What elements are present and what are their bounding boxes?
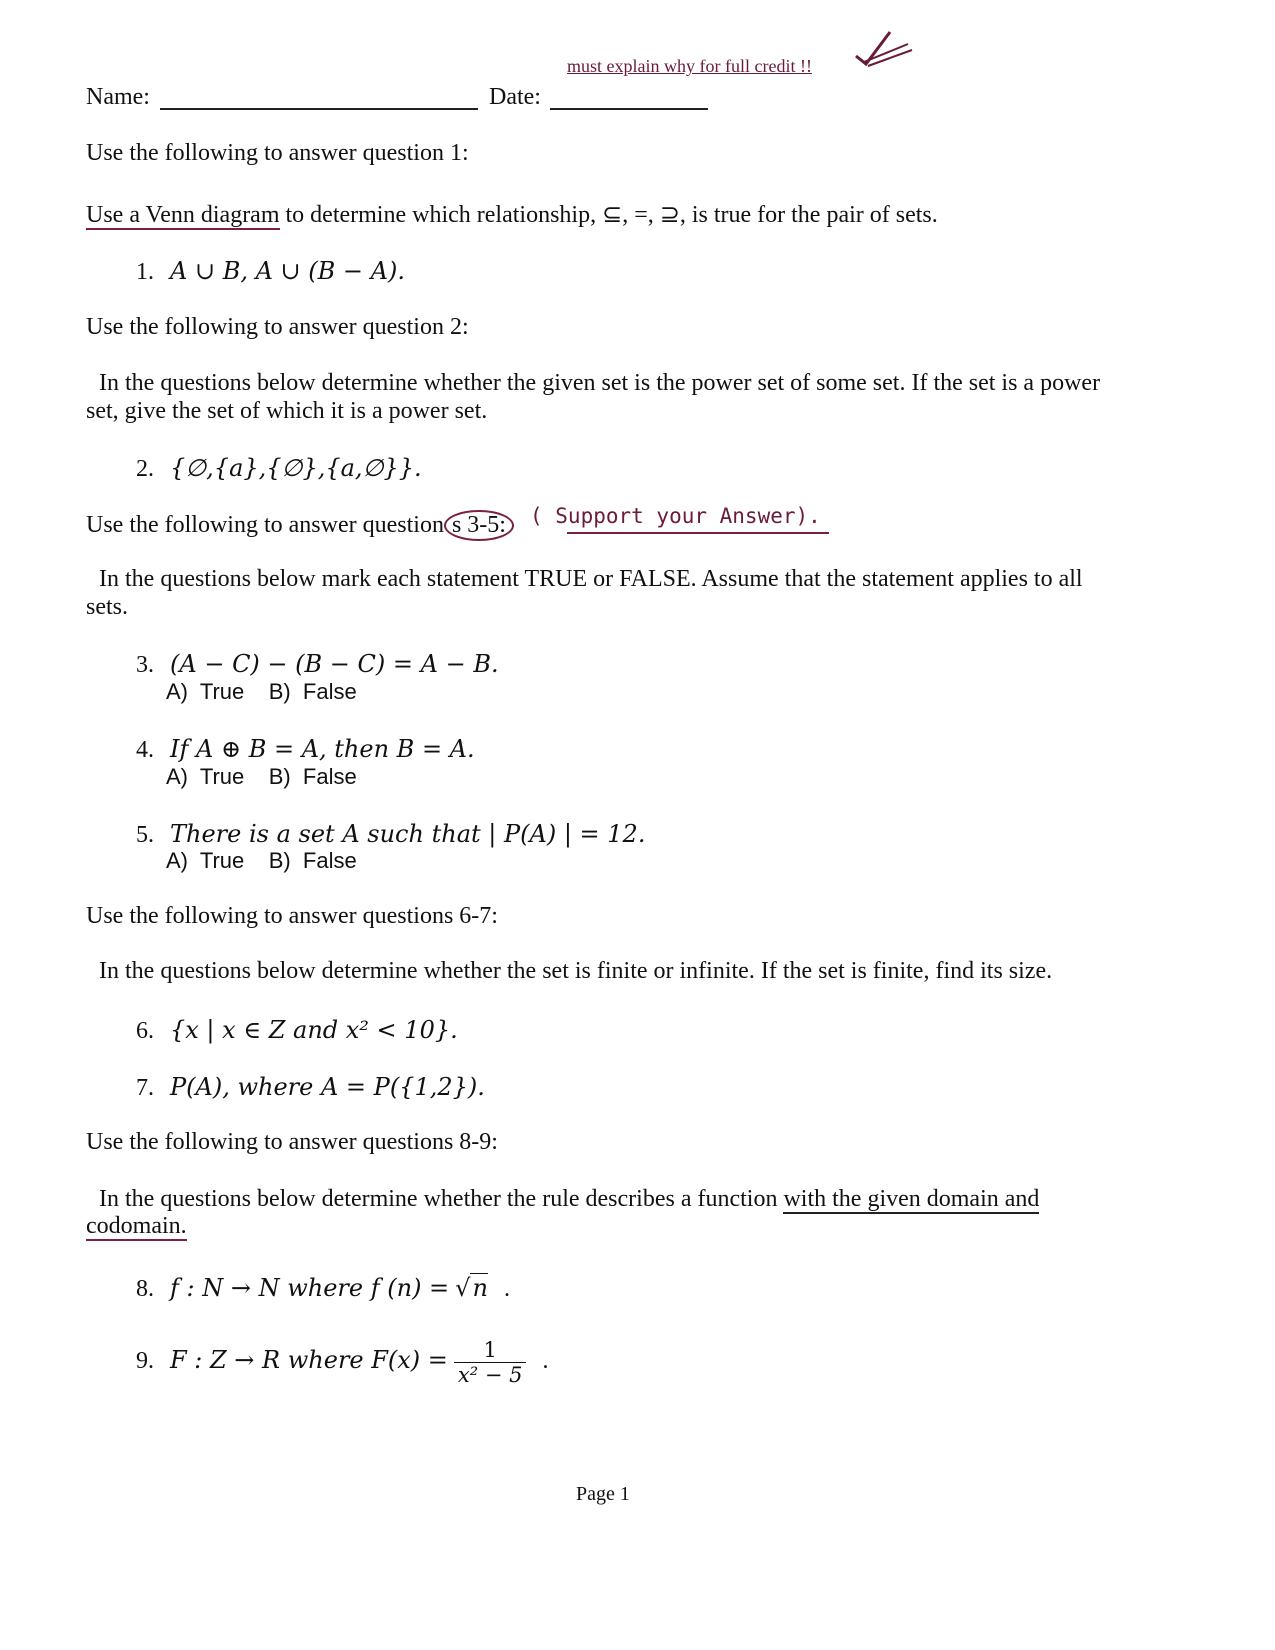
- q3-5-instruction-line1: In the questions below mark each statement TRUE or FALSE. Assume that the statement applies to all: [99, 566, 1083, 592]
- q3-5-intro-text: Use the following to answer question: [86, 512, 444, 538]
- q1-instruction-rest: to determine which relationship, ⊆, =, ⊇, is true for the pair of sets.: [279, 202, 938, 228]
- q4-item: [136, 735, 475, 764]
- name-label: Name:: [86, 84, 150, 110]
- q6-7-intro: Use the following to answer questions 6-7:: [86, 903, 498, 929]
- name-field[interactable]: [160, 108, 478, 110]
- q5-number: 5.: [136, 822, 154, 848]
- date-label: Date:: [489, 84, 541, 110]
- q8-9-instruction-pre: In the questions below determine whether the rule describes a function: [99, 1186, 784, 1212]
- q8-9-intro: Use the following to answer questions 8-9:: [86, 1129, 498, 1155]
- q7-item: [136, 1073, 485, 1102]
- q3-item: [136, 650, 499, 679]
- q4-statement: If A ⊕ B = A, then B = A.: [170, 735, 475, 763]
- q2-intro: Use the following to answer question 2:: [86, 314, 469, 340]
- q6-7-instruction: In the questions below determine whether the set is finite or infinite. If the set is finite, find its size.: [99, 958, 1053, 984]
- page-number: Page 1: [576, 1483, 630, 1505]
- q9-denominator: x² − 5: [457, 1363, 523, 1387]
- q8-number: 8.: [136, 1276, 154, 1302]
- q8-9-instruction-line1: [99, 1186, 1039, 1213]
- circled-range: s 3-5:: [444, 510, 514, 541]
- q6-number: 6.: [136, 1018, 154, 1044]
- q6-item: [136, 1016, 458, 1045]
- handwritten-note: ( Support your Answer).: [530, 504, 821, 528]
- q3-5-intro: [86, 510, 514, 541]
- q3-statement: (A − C) − (B − C) = A − B.: [170, 650, 499, 678]
- q1-instruction: [86, 200, 938, 229]
- teacher-note: must explain why for full credit !!: [567, 56, 812, 76]
- q3-5-instruction-line2: sets.: [86, 594, 128, 620]
- check-mark-icon: [850, 26, 920, 70]
- q3-choices[interactable]: A) True B) False: [166, 679, 357, 704]
- q5-choices[interactable]: A) True B) False: [166, 848, 357, 873]
- q3-number: 3.: [136, 652, 154, 678]
- q2-instruction-line1: In the questions below determine whether the given set is the power set of some set. If the set is a power: [99, 370, 1101, 396]
- domain-phrase: with the given domain and: [783, 1186, 1040, 1212]
- q4-choices[interactable]: A) True B) False: [166, 764, 357, 789]
- q5-statement: There is a set A such that | P(A) | = 12.: [170, 820, 646, 848]
- q1-expression: A ∪ B, A ∪ (B − A).: [170, 257, 405, 285]
- q4-number: 4.: [136, 737, 154, 763]
- q5-item: [136, 820, 645, 849]
- codomain-word: codomain.: [86, 1213, 187, 1239]
- q9-item: [136, 1338, 548, 1387]
- q7-number: 7.: [136, 1075, 154, 1101]
- q2-instruction-line2: set, give the set of which it is a power set.: [86, 398, 488, 424]
- q1-intro: Use the following to answer question 1:: [86, 140, 469, 166]
- q8-period: .: [503, 1276, 510, 1302]
- q6-statement: {x | x ∈ Z and x² < 10}.: [170, 1016, 458, 1044]
- q8-9-instruction-line2: [86, 1213, 187, 1240]
- q1-number: 1.: [136, 259, 154, 285]
- q2-item: [136, 454, 422, 483]
- q9-period: .: [542, 1348, 549, 1375]
- venn-diagram-phrase: Use a Venn diagram: [86, 202, 280, 228]
- q2-expression: {∅,{a},{∅},{a,∅}}.: [170, 454, 422, 482]
- q8-item: [136, 1274, 510, 1303]
- date-field[interactable]: [550, 108, 708, 110]
- q9-fraction: [454, 1338, 527, 1387]
- q9-numerator: 1: [454, 1338, 527, 1363]
- q1-item: [136, 257, 405, 286]
- handwritten-underline: [567, 532, 829, 534]
- q8-statement: f : N → N where f (n) =: [170, 1274, 450, 1302]
- q8-radicand: n: [472, 1274, 488, 1302]
- q2-number: 2.: [136, 456, 154, 482]
- q8-radical: √n: [455, 1274, 488, 1302]
- q7-statement: P(A), where A = P({1,2}).: [170, 1073, 485, 1101]
- q9-statement: F : Z → R where F(x) =: [170, 1346, 448, 1375]
- q9-number: 9.: [136, 1348, 154, 1375]
